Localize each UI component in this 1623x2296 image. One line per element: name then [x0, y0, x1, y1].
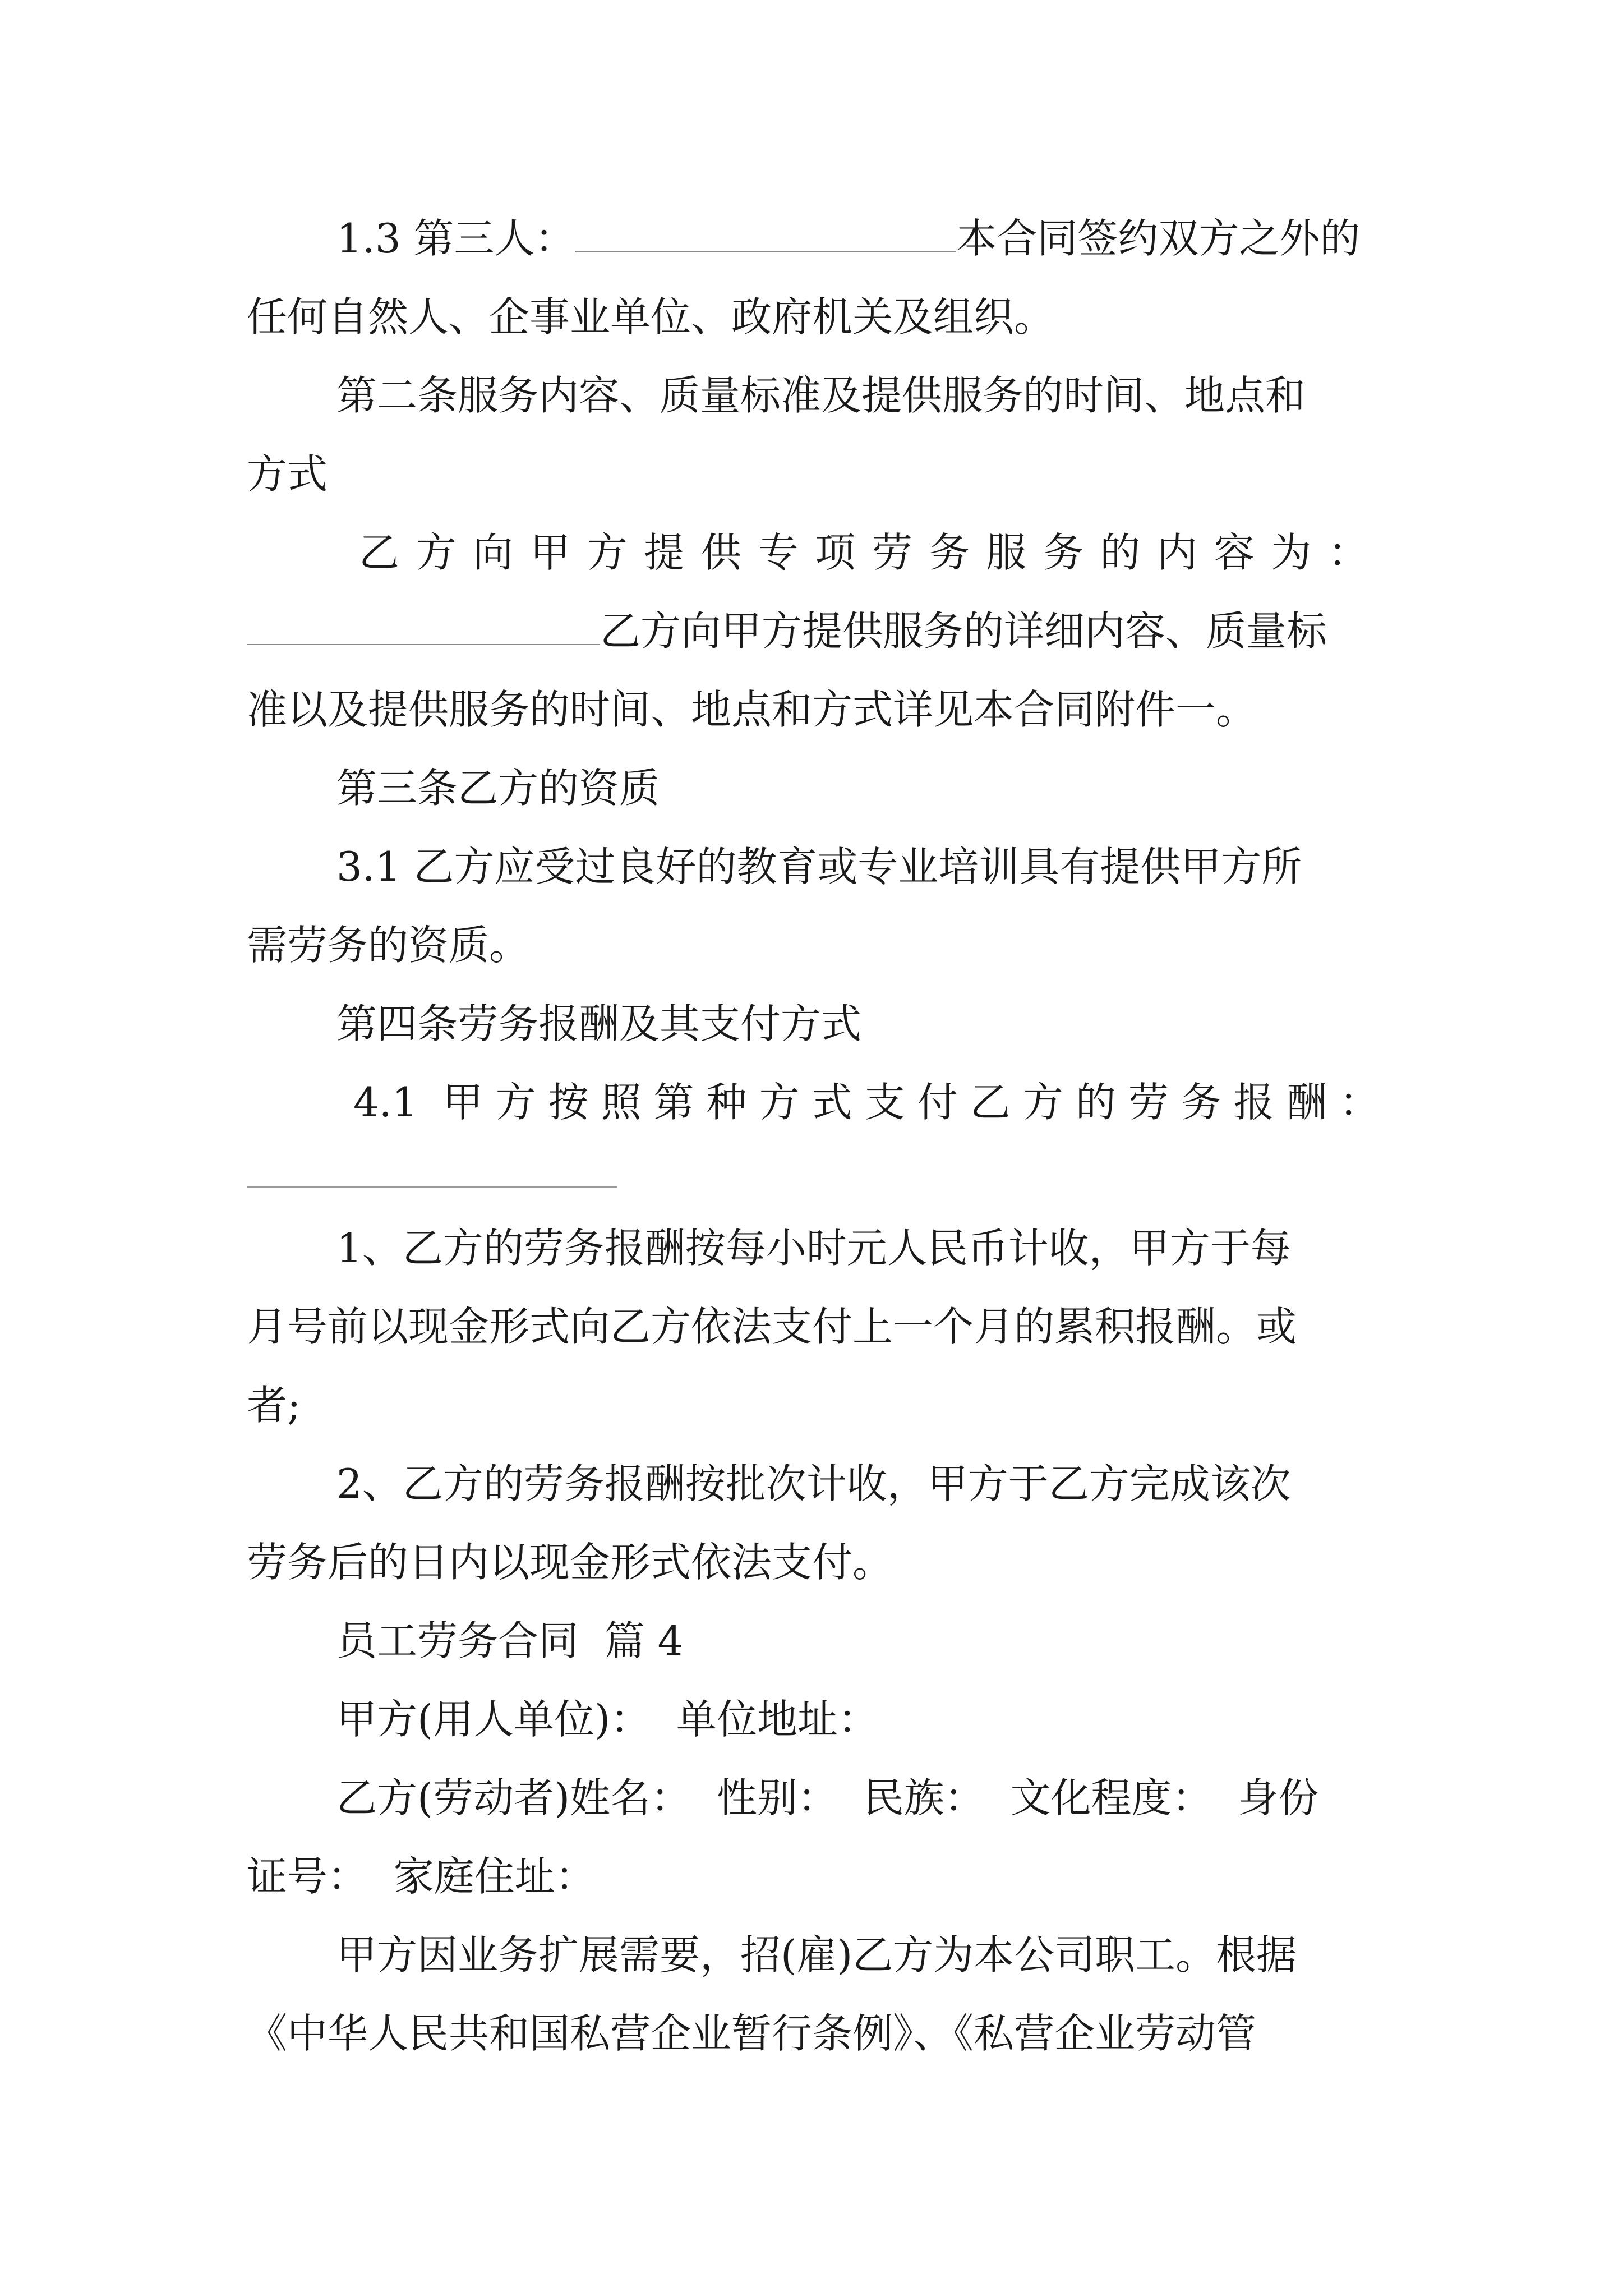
clause-1-3-text: 本合同签约双方之外的 [956, 215, 1361, 262]
contract-4-title: 员工劳务合同 篇 4 [336, 1617, 684, 1664]
party-b-line: 乙方(劳动者)姓名： 性别： 民族： 文化程度： 身份 [336, 1774, 1319, 1821]
service-content-blank [247, 609, 600, 645]
clause-1-3-label: 1.3 第三人： [336, 215, 575, 262]
service-detail-text: 乙方向甲方提供服务的详细内容、质量标 [600, 608, 1327, 655]
party-a-line: 甲方(用人单位)： 单位地址： [336, 1696, 878, 1743]
contract-intro: 甲方因业务扩展需要，招(雇)乙方为本公司职工。根据 [336, 1931, 1297, 1978]
service-detail-continued: 准以及提供服务的时间、地点和方式详见本合同附件一。 [247, 686, 1257, 733]
clause-3-1: 3.1 乙方应受过良好的教育或专业培训具有提供甲方所 [336, 843, 1302, 890]
payment-option-1: 1、乙方的劳务报酬按每小时元人民币计收，甲方于每 [336, 1225, 1291, 1272]
clause-1-3 [336, 199, 1380, 278]
payment-option-1-end: 者; [247, 1382, 301, 1429]
article-2-heading: 第二条服务内容、质量标准及提供服务的时间、地点和 [336, 372, 1306, 419]
payment-option-2: 2、乙方的劳务报酬按批次计收，甲方于乙方完成该次 [336, 1460, 1291, 1507]
party-b-line-continued: 证号： 家庭住址： [247, 1853, 596, 1900]
payment-option-1-continued: 月号前以现金形式向乙方依法支付上一个月的累积报酬。或 [247, 1303, 1297, 1350]
third-party-blank [575, 217, 956, 252]
clause-4-1: 4.1 甲方按照第种方式支付乙方的劳务报酬： [353, 1079, 1380, 1126]
contract-intro-continued: 《中华人民共和国私营企业暂行条例》、《私营企业劳动管 [247, 2010, 1257, 2057]
clause-1-3-continued: 任何自然人、企事业单位、政府机关及组织。 [247, 293, 1055, 341]
article-4-heading: 第四条劳务报酬及其支付方式 [336, 1000, 862, 1047]
article-3-heading: 第三条乙方的资质 [336, 765, 660, 812]
service-detail-line [247, 592, 1380, 670]
article-2-heading-continued: 方式 [247, 450, 328, 498]
clause-3-1-continued: 需劳务的资质。 [247, 922, 530, 969]
service-content-line: 乙方向甲方提供专项劳务服务的内容为： [359, 529, 1368, 576]
payment-method-blank [247, 1186, 617, 1188]
payment-option-2-continued: 劳务后的日内以现金形式依法支付。 [247, 1539, 893, 1586]
